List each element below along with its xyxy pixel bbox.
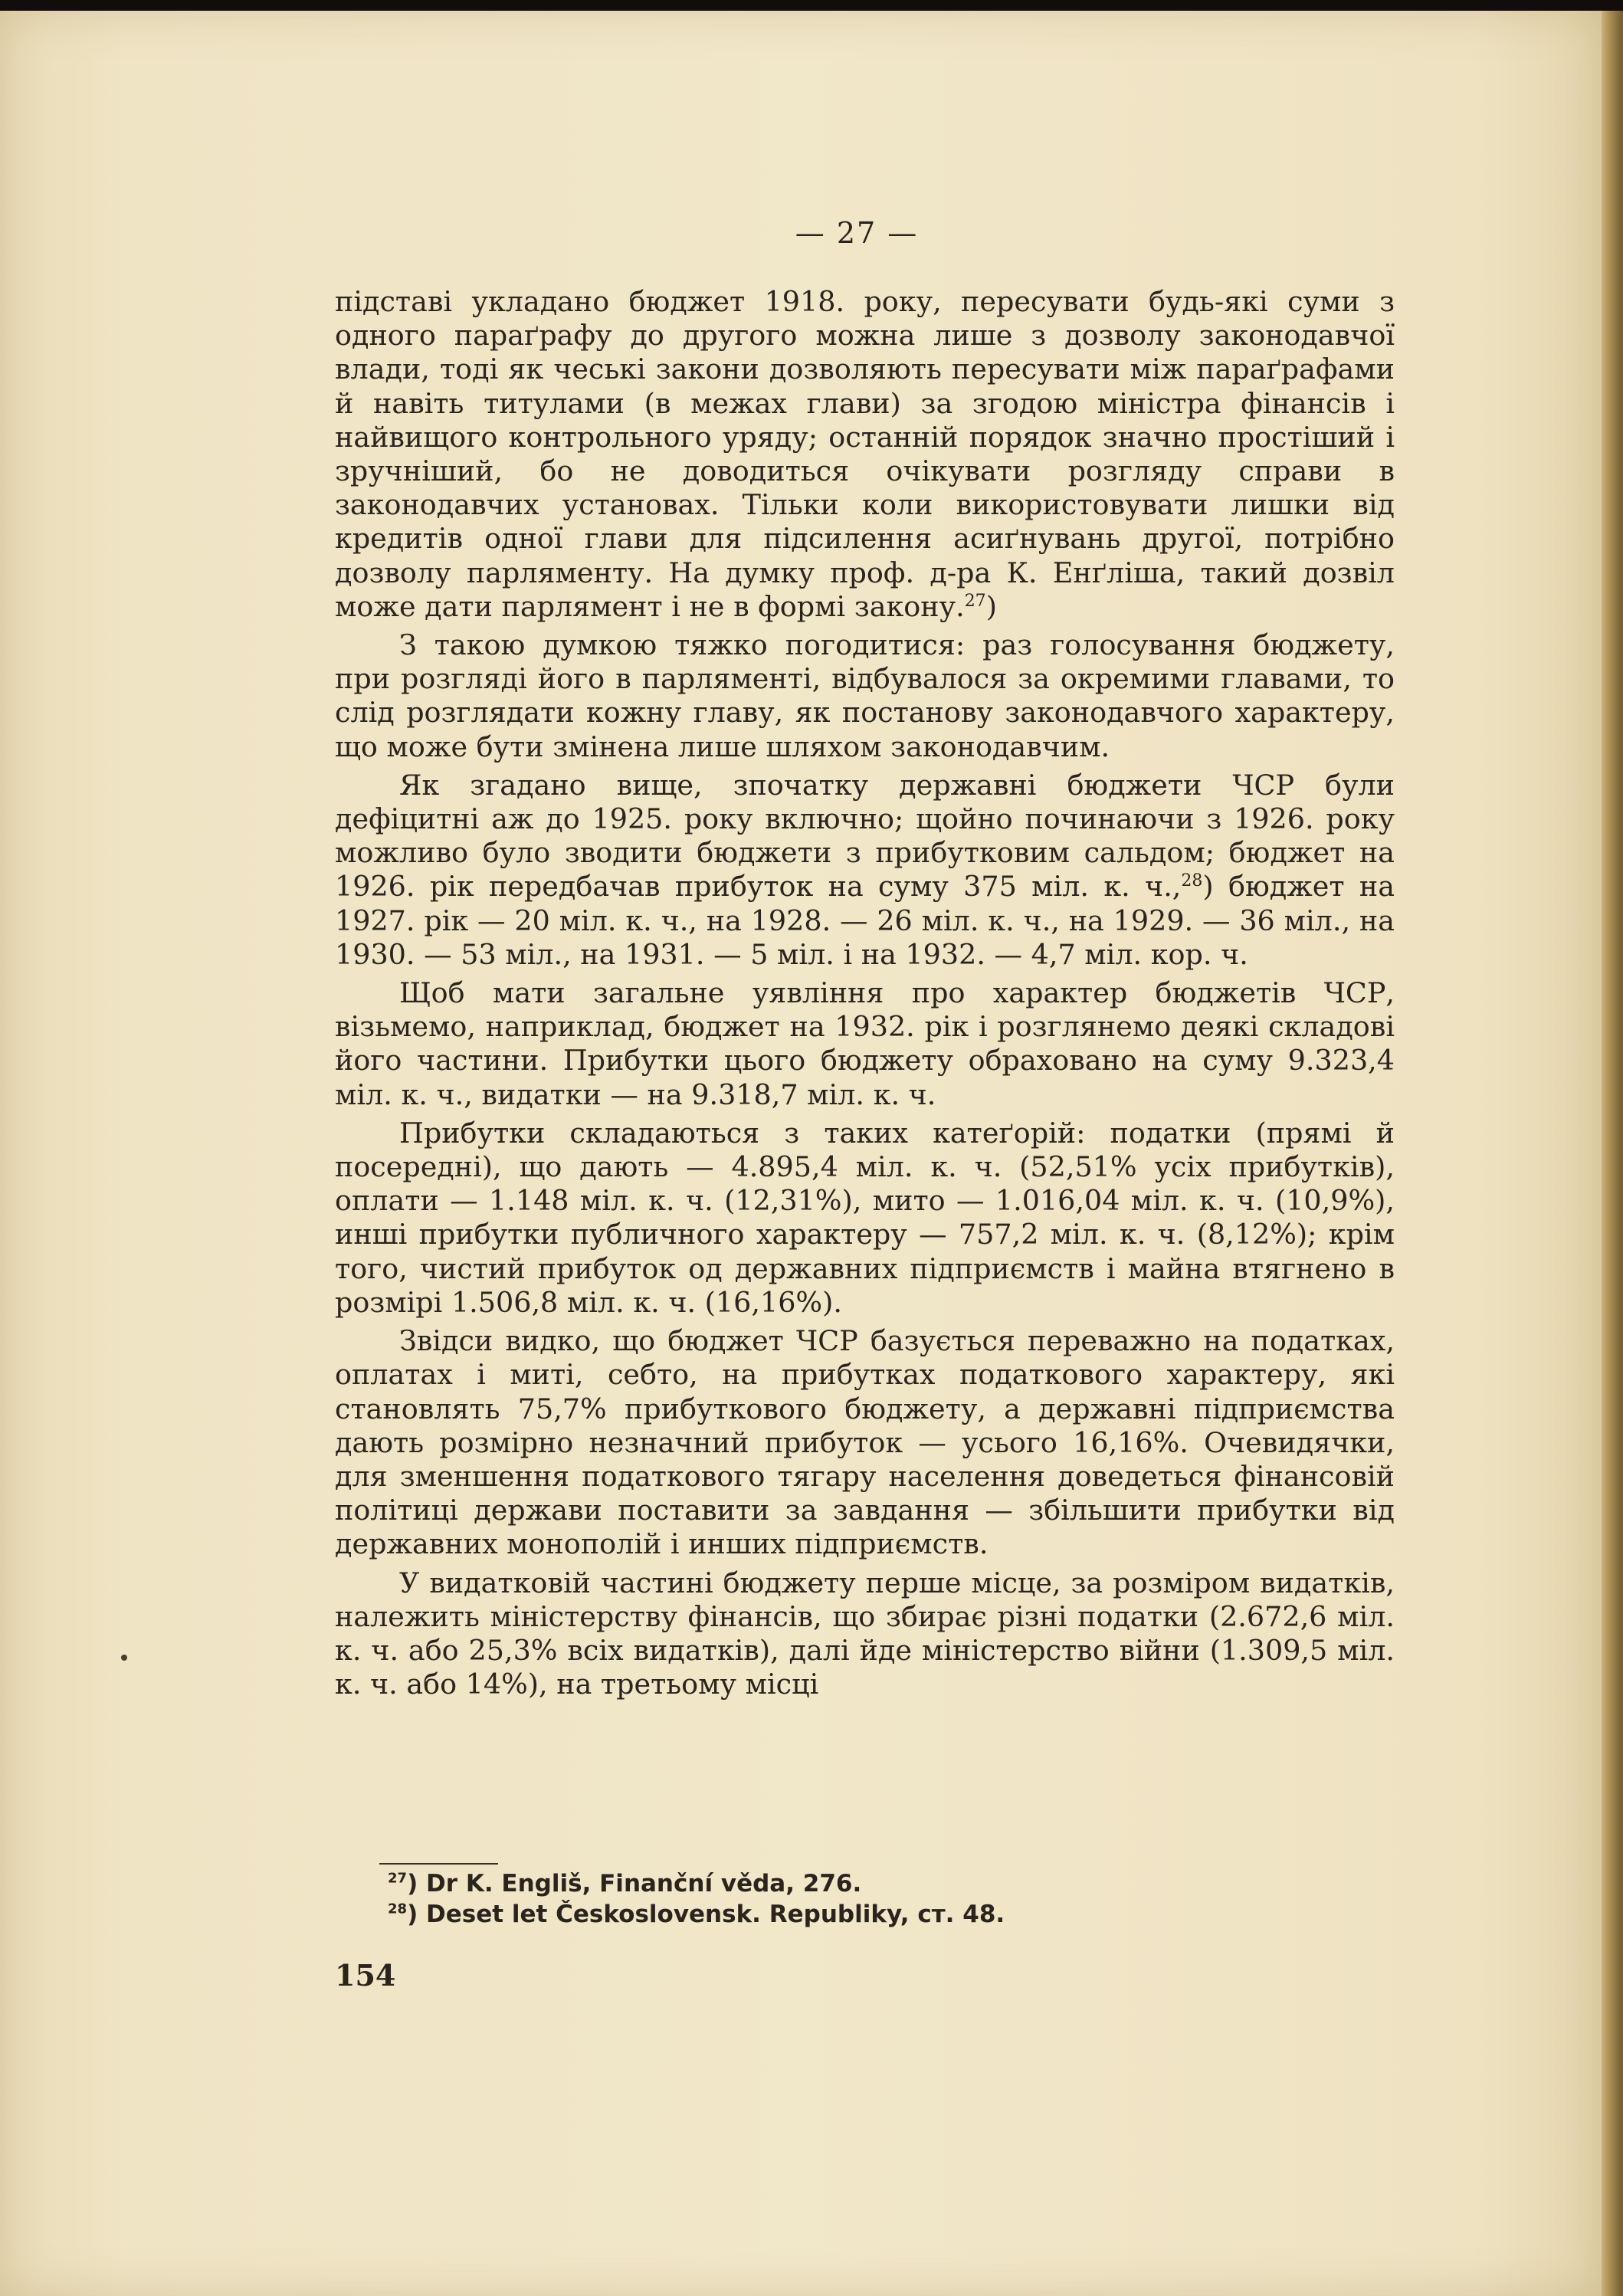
ink-speck [121,1655,127,1661]
body-text [335,285,1395,1706]
paragraph-2: З такою думкою тяжко погодитися: раз голосування бюджету, при розгляді його в парляменті, відбувалося за окремими главами, то слід розглядати кожну главу, як постанову законодавчого характеру, що може бути змінена лише шляхом законодавчим. [335,628,1395,763]
footnote-mark-28: 28 [388,1901,408,1917]
page-edge-shadow [1602,11,1623,2296]
paragraph-3-tail: бюджет на 1927. рік — 20 міл. к. ч., на 1928. — 26 міл. к. ч., на 1929. — 36 міл., на 1930. — 53 міл., на 1931. — 5 міл. і на 1932. — 4,7 міл. кор. ч. [335,870,1395,971]
paragraph-4: Щоб мати загальне уявління про характер бюджетів ЧСР, візьмемо, наприклад, бюджет на 1932. рік і розглянемо деякі складові його частини. Прибутки цього бюджету обраховано на суму 9.323,4 міл. к. ч., видатки — на 9.318,7 міл. к. ч. [335,976,1395,1111]
footnote-27-text: ) Dr K. Engliš, Finanční věda, 276. [407,1870,862,1897]
footnote-mark-27: 27 [388,1870,408,1887]
paragraph-3 [335,769,1395,972]
footnote-27 [388,1868,1307,1899]
running-head: — 27 — [795,216,919,250]
paragraph-3-text: Як згадано вище, зпочатку державні бюджети ЧСР були дефіцитні аж до 1925. року включно; щойно починаючи з 1926. року можливо було зводити бюджети з прибутковим сальдом; бюджет на 1926. рік передбачав прибуток на суму 375 міл. к. ч., [335,768,1395,904]
page-number: 154 [335,1958,396,1993]
footnote-28-text: ) Deset let Československ. Republiky, ст. 48. [407,1901,1005,1928]
footnote-ref-28: 28 [1181,871,1203,891]
footnote-rule [379,1863,498,1865]
footnote-28 [388,1899,1307,1930]
paragraph-1-text: підставі укладано бюджет 1918. року, пересувати будь-які суми з одного параґрафу до другого можна лише з дозволу законодавчої влади, тоді як чеські закони дозволяють пересувати між параґрафами й навіть титулами (в межах глави) за згодою міністра фінансів і найвищого контрольного уряду; останній порядок значно простіший і зручніший, бо не доводиться очікувати розгляду справи в законодавчих установах. Тільки коли використовувати лишки від кредитів одної глави для підсилення асиґнувань другої, потрібно дозволу парляменту. На думку проф. д-ра К. Енґліша, такий дозвіл може дати парлямент і не в формі закону. [335,285,1395,623]
footnote-ref-27-close: ) [985,589,997,623]
footnote-ref-27: 27 [964,591,986,611]
footnotes [388,1868,1307,1930]
footnote-ref-28-close: ) [1202,870,1214,904]
paragraph-5: Прибутки складаються з таких катеґорій: податки (прямі й посередні), що дають — 4.895,4 міл. к. ч. (52,51% усіх прибутків), оплати — 1.148 міл. к. ч. (12,31%), мито — 1.016,04 міл. к. ч. (10,9%), инші прибутки публичного характеру — 757,2 міл. к. ч. (8,12%); крім того, чистий прибуток од державних підприємств і майна втягнено в розмірі 1.506,8 міл. к. ч. (16,16%). [335,1116,1395,1319]
scan-top-border [0,0,1623,11]
paragraph-6: Звідси видко, що бюджет ЧСР базується переважно на податках, оплатах і миті, себто, на прибутках податкового характеру, які становлять 75,7% прибуткового бюджету, а державні підприємства дають розмірно незначний прибуток — усього 16,16%. Очевидячки, для зменшення податкового тягару населення доведеться фінансовій політиці держави поставити за завдання — збільшити прибутки від державних монополій і инших підприємств. [335,1324,1395,1561]
paragraph-7: У видатковій частині бюджету перше місце, за розміром видатків, належить міністерству фінансів, що збирає різні податки (2.672,6 міл. к. ч. або 25,3% всіх видатків), далі йде міністерство війни (1.309,5 міл. к. ч. або 14%), на третьому місці [335,1566,1395,1701]
paragraph-1 [335,285,1395,624]
